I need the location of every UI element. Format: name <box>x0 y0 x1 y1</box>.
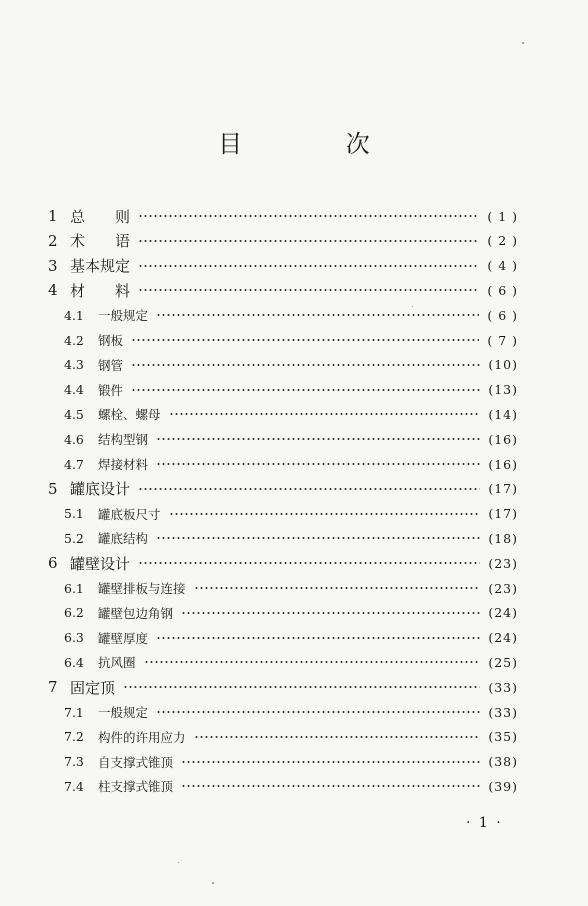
toc-entry-page: (33) <box>488 704 518 720</box>
page-title: 目 次 <box>218 130 418 158</box>
toc-entry-page: (35) <box>488 729 518 745</box>
toc-entry-number: 6.3 <box>64 630 84 646</box>
toc-entry-number: 2 <box>48 231 58 250</box>
dot-leader <box>194 587 481 589</box>
toc-entry-page: (23) <box>488 555 518 571</box>
dot-leader <box>181 612 480 614</box>
toc-entry-label: 焊接材料 <box>98 457 149 472</box>
toc-entry <box>48 553 518 573</box>
toc-entry-number: 7.1 <box>64 704 84 720</box>
toc-entry-label: 罐壁设计 <box>70 554 131 573</box>
scan-speck <box>212 882 214 884</box>
dot-leader <box>156 637 480 639</box>
dot-leader <box>138 289 479 291</box>
dot-leader <box>181 785 480 787</box>
toc-entry <box>64 330 518 350</box>
toc-entry-label: 罐壁包边角钢 <box>98 605 174 621</box>
toc-entry-label: 固定顶 <box>70 678 116 697</box>
toc-entry-label: 罐底设计 <box>70 480 131 499</box>
toc-entry-page: (16) <box>488 456 518 472</box>
toc-entry-number: 5.1 <box>64 506 84 522</box>
dot-leader <box>156 711 480 713</box>
toc-entry <box>64 603 518 623</box>
toc-entry-number: 4.2 <box>64 332 84 348</box>
dot-leader <box>181 761 480 763</box>
toc-entry-label: 一般规定 <box>98 705 149 720</box>
toc-entry <box>48 280 518 300</box>
dot-leader <box>144 661 481 663</box>
dot-leader <box>169 413 481 415</box>
toc-entry <box>64 776 518 796</box>
toc-entry-label: 螺栓、螺母 <box>98 407 161 423</box>
toc-entry-label: 基本规定 <box>70 257 131 276</box>
dot-leader <box>156 438 480 440</box>
dot-leader <box>156 463 480 465</box>
toc-entry-page: (38) <box>488 754 518 770</box>
toc-entry <box>64 752 518 772</box>
toc-entry <box>64 528 518 548</box>
dot-leader <box>138 215 479 217</box>
toc-entry <box>48 206 518 226</box>
toc-entry-label: 柱支撑式锥顶 <box>98 779 174 795</box>
toc-entry-label: 结构型钢 <box>98 432 149 448</box>
toc-entry-number: 7.2 <box>64 729 84 745</box>
toc-entry-number: 6.1 <box>64 580 84 596</box>
toc-entry-label: 罐壁排板与连接 <box>98 581 186 596</box>
toc-entry <box>64 727 518 747</box>
toc-entry-number: 3 <box>48 256 58 275</box>
toc-entry-page: (14) <box>488 406 518 422</box>
toc-entry-label: 抗风圈 <box>98 655 136 671</box>
toc-entry <box>64 404 518 424</box>
dot-leader <box>131 339 479 341</box>
toc-entry-page: (39) <box>488 778 518 794</box>
toc-entry-label: 罐壁厚度 <box>98 630 149 646</box>
toc-entry-number: 6.2 <box>64 605 84 621</box>
toc-entry <box>64 504 518 524</box>
toc-entry-label: 钢板 <box>98 333 124 348</box>
toc-entry <box>64 355 518 375</box>
toc-entry-page: (17) <box>488 481 518 497</box>
toc-entry <box>64 652 518 672</box>
toc-entry-number: 7 <box>48 678 58 697</box>
toc-entry-page: ( 4 ) <box>487 258 518 274</box>
toc-entry-page: ( 6 ) <box>487 307 518 323</box>
dot-leader <box>138 240 479 242</box>
page-number: · 1 · <box>466 815 503 831</box>
toc-entry-page: (23) <box>488 580 518 596</box>
toc-entry-page: ( 1 ) <box>487 208 518 224</box>
toc-entry-label: 罐底板尺寸 <box>98 506 161 522</box>
toc-entry-page: ( 7 ) <box>487 332 518 348</box>
scan-speck <box>178 862 179 863</box>
toc-entry-number: 1 <box>48 207 58 225</box>
toc-entry-number: 4.5 <box>64 406 84 422</box>
toc-entry-number: 4.7 <box>64 456 84 472</box>
toc-entry-number: 4.1 <box>64 307 84 323</box>
toc-entry-page: ( 6 ) <box>487 282 518 298</box>
dot-leader <box>156 537 480 539</box>
toc-entry <box>64 578 518 598</box>
dot-leader <box>138 562 480 564</box>
toc-entry-page: (24) <box>488 630 518 646</box>
dot-leader <box>138 488 480 490</box>
toc-entry <box>48 256 518 276</box>
toc-entry-page: (24) <box>488 605 518 621</box>
toc-entry-number: 4.6 <box>64 431 84 447</box>
dot-leader <box>194 736 481 738</box>
toc-entry-label: 术 语 <box>70 232 131 251</box>
dot-leader <box>138 265 479 267</box>
toc-entry-number: 7.3 <box>64 754 84 770</box>
toc-entry-number: 4 <box>48 281 58 300</box>
toc-entry <box>48 677 518 697</box>
toc-entry-label: 钢管 <box>98 357 124 373</box>
toc-entry-label: 总 则 <box>70 207 131 226</box>
toc-entry-number: 4.4 <box>64 382 84 398</box>
toc-entry-page: (16) <box>488 431 518 447</box>
toc-entry-page: (13) <box>488 382 518 398</box>
toc-entry <box>48 231 518 251</box>
toc-entry-page: (33) <box>488 679 518 695</box>
dot-leader <box>131 389 480 391</box>
toc-entry <box>64 702 518 722</box>
toc-entry-number: 6.4 <box>64 654 84 670</box>
toc-entry-page: (17) <box>488 506 518 522</box>
toc-entry-label: 罐底结构 <box>98 531 149 547</box>
toc-entry-number: 6 <box>48 554 58 573</box>
toc-entry-number: 4.3 <box>64 357 84 373</box>
toc-entry-page: (18) <box>488 530 518 546</box>
toc-entry-page: (25) <box>488 654 518 670</box>
toc-entry <box>64 429 518 449</box>
toc-entry-number: 5 <box>48 479 58 498</box>
toc-entry <box>48 479 518 499</box>
scan-speck <box>522 42 524 44</box>
toc-entry <box>64 628 518 648</box>
dot-leader <box>123 686 480 688</box>
toc-entry-label: 一般规定 <box>98 308 149 324</box>
toc-entry <box>64 305 518 325</box>
toc-entry-label: 构件的许用应力 <box>98 729 186 745</box>
toc-entry-number: 5.2 <box>64 530 84 546</box>
dot-leader <box>169 513 481 515</box>
toc-entry-number: 7.4 <box>64 778 84 794</box>
toc-entry <box>64 380 518 400</box>
toc-entry-page: (10) <box>488 357 518 373</box>
toc-entry <box>64 454 518 474</box>
toc-entry-label: 自支撑式锥顶 <box>98 754 174 770</box>
dot-leader <box>131 364 480 366</box>
toc-entry-page: ( 2 ) <box>487 233 518 249</box>
toc-entry-label: 锻件 <box>98 382 124 398</box>
dot-leader <box>156 314 479 316</box>
toc-entry-label: 材 料 <box>70 281 131 300</box>
scan-speck <box>412 306 413 307</box>
